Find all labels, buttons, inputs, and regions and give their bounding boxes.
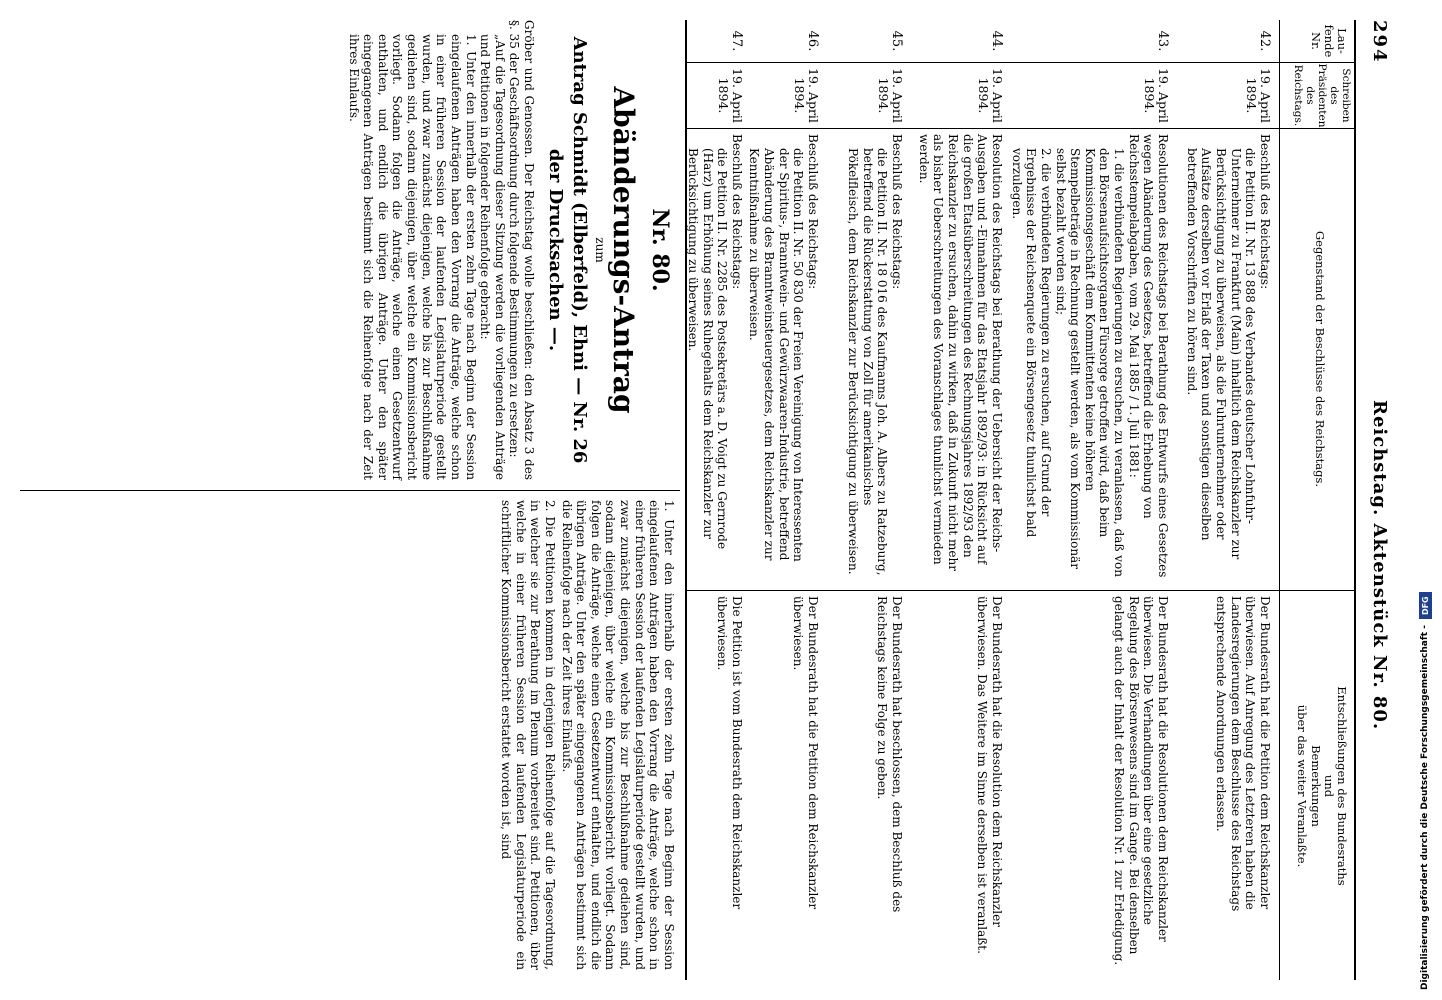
page-header [1362,20,1392,980]
row-44-date: 19. April 1894. [975,68,1005,123]
row-47-subject [686,134,745,584]
motion-right-column [499,500,677,970]
col-divider-3 [686,590,1356,591]
credit-text: Digitalisierung gefördert durch die Deutsche Forschungsgemeinschaft - [1420,625,1430,990]
row-46-number: 46. [805,30,820,52]
row-43-decision: Der Bundesrath hat die Resolutionen dem Reichskanzler überwiesen. Die Verhandlungen über eine gesetzliche Regelung des Börsenwesens sind im Gange. Bei denselben gelangt auch der Inhalt der Resolution Nr. 1 zur Erledigung. [1112,596,1170,966]
row-42-date: 19. April 1894. [1243,68,1273,123]
row-47-decision: Die Petition ist vom Bundesrath dem Reichskanzler überwiesen. [715,596,744,910]
row-43-subject [1009,134,1170,584]
col-head-number: Lau- fende Nr. [1308,24,1349,58]
row-47-date: 19. April 1894. [715,68,745,123]
col-head-decisions: Entschließungen des Bundesraths und Bemerkungen über das weiter Veranlaßte. [1295,686,1349,886]
row-42-subject-body: die Petition II. Nr. 13 888 des Verbandes deutscher Lohnfuhr-Unternehmer zu Frankfurt (Main) inhaltlich dem Reichskanzler zur Berücksichtigung zu überweisen, als die Fuhrunternehmer oder Aufsätze derselben vor Erlaß der Taxen und sonstigen dieselben betreffenden Vorschriften zu hören sind. [1184,148,1258,560]
motion-zum: zum [593,237,608,263]
col-head-subject: Gegenstand der Beschlüsse des Reichstags. [1313,230,1327,488]
table-top-rule [1354,20,1356,980]
row-43-date: 19. April 1894. [1141,68,1171,123]
motion-point-1: 1. Unter den innerhalb der ersten zehn Tage nach Beginn der Session eingelaufenen Anträgen haben den Vorrang die Anträge, welche schon in einer früheren Session der laufenden Legislaturperiode gestellt wurden, und zwar zunächst diejenigen, welche bis zur Beschlußnahme gediehen sind, sodann diejenigen, über welche ein Kommissionsbericht vorliegt. Sodann folgen die Anträge, welche einen Gesetzentwurf enthalten, und endlich die übrigen Anträge. Unter den später eingegangenen Anträgen bestimmt sich die Reihenfolge nach der Zeit ihres Einlaufs. [559,500,676,970]
motion-number: Nr. 80. [647,208,673,292]
row-43-subject-lead: Resolutionen des Reichstags bei Berathung des Entwurfs eines Gesetzes wegen Abänderung des Gesetzes, betreffend die Erhebung von Reichsstempelabgaben, vom 29. Mai 1885 / 1. Juli 1881: [1126,134,1170,578]
row-47-number: 47. [729,30,744,52]
row-42-subject [1184,134,1272,584]
row-46-subject-lead: Beschluß des Reichstags: [806,134,820,290]
row-42-subject-lead: Beschluß des Reichstags: [1258,134,1272,290]
row-46-subject [747,134,820,584]
row-47-subject-body: die Petition II. Nr. 2285 des Postsekretärs a. D. Voigt zu Gernrode (Harz) um Erhöhung seines Ruhegehalts dem Reichskanzler zur Berücksichtigung zu überweisen. [686,148,730,550]
header-rule [1279,20,1280,980]
row-45-number: 45. [889,30,904,52]
row-44-decision: Der Bundesrath hat die Resolution dem Reichskanzler überwiesen. Das Weitere im Sinne derselben ist veranlaßt. [975,596,1004,954]
row-45-subject [846,134,905,584]
row-45-subject-body: die Petition II. Nr. 18 016 des Kaufmanns Joh. A. Albers zu Ratzeburg, betreffend die Rückerstattung von Zoll für amerikanisches Pökelfleisch, dem Reichskanzler zur Berücksichtigung zu überweisen. [846,148,890,576]
row-43-number: 43. [1155,30,1170,52]
motion-intro: Gröber und Genossen. Der Reichstag wolle beschließen: den Absatz 3 des §. 35 der Geschäftsordnung durch folgende Bestimmungen zu ersetzen: [507,20,537,480]
column-divider-bottom [20,490,680,491]
motion-point-1-start: 1. Unter den innerhalb der ersten zehn Tage nach Beginn der Session eingelaufenen Anträgen haben den Vorrang die Anträge, welche schon in einer früheren Session der laufenden Legislaturperiode gestellt wurden, und zwar zunächst diejenigen, welche bis zur Beschlußnahme gediehen sind, sodann diejenigen, über welche ein Kommissionsbericht vorliegt. Sodann folgen die Anträge, welche einen Gesetzentwurf enthalten, und endlich die übrigen Anträge. Unter den später eingegangenen Anträgen bestimmt sich die Reihenfolge nach der Zeit ihres Einlaufs. [346,34,478,480]
row-44-subject-body: Resolution des Reichstags bei Berathung der Uebersicht der Reichs-Ausgaben und -Einnahmen für das Etatsjahr 1892/93: in Rücksicht auf die großen Etatsüberschreitungen des Rechnungsjahres 1892/93 den Reichskanzler zu ersuchen, dahin zu wirken, daß in Zukunft nicht mehr als bisher Ueberschreitungen des Voranschlages thunlichst vermieden werden. [916,134,1004,571]
col-divider-2 [686,128,1356,129]
dfg-logo: DFG [1419,592,1432,619]
row-47-subject-lead: Beschluß des Reichstags: [730,134,744,290]
row-46-subject-body: die Petition II. Nr. 50 830 der Freien Vereinigung von Interessenten der Spiritus-, Branntwein- und Gewürzwaaren-Industrie, betreffend Abänderung des Branntweinsteuergesetzes, dem Reichskanzler zur Kenntnißnahme zu überweisen. [747,148,806,562]
row-46-decision: Der Bundesrath hat die Petition dem Reichskanzler überwiesen. [791,596,820,910]
motion-quote: „Auf die Tagesordnung dieser Sitzung werden die vorliegenden Anträge und Petitionen in folgender Reihenfolge gebracht: [478,34,507,480]
page-title: Reichstag. Aktenstück Nr. 80. [1369,400,1390,731]
row-45-date: 19. April 1894. [875,68,905,123]
row-42-number: 42. [1257,30,1272,52]
page-number: 294 [1369,20,1390,64]
row-45-subject-lead: Beschluß des Reichstags: [890,134,904,290]
row-46-date: 19. April 1894. [791,68,821,123]
motion-left-column [346,20,676,480]
row-44-number: 44. [989,30,1004,52]
row-45-decision: Der Bundesrath hat beschlossen, dem Beschluß des Reichstags keine Folge zu geben. [875,596,904,913]
motion-heading: Abänderungs-Antrag [607,86,641,414]
digitisation-credit [1398,0,1432,1000]
row-43-subject-point-2: 2. die verbündeten Regierungen zu ersuchen, auf Grund der Ergebnisse der Reichsenquete ein Börsengesetz thunlichst bald vorzulegen. [1009,148,1053,538]
col-head-writing: Schreiben des Präsidenten des Reichstags. [1291,63,1352,128]
row-43-subject-point-1: 1. die verbündeten Regierungen zu ersuchen, zu veranlassen, daß von den Börsenaufsichtsorganen Fürsorge getroffen wird, daß beim Kommissionsgeschäft dem Kommittenten keine höheren Stempelbeträge in Rechnung gestellt werden, als vom Kommissionär selbst bezahlt worden sind; [1053,148,1127,578]
row-44-subject [916,134,1004,584]
motion-point-2: 2. Die Petitionen kommen in derjenigen Reihenfolge auf die Tagesordnung, in welcher sie zur Berathung im Plenum vorbereitet sind. Petitionen, über welche in einer früheren Session der laufenden Legislaturperiode ein schriftlicher Kommissionsbericht erstattet worden ist, sind [499,500,557,970]
motion-subheading: Antrag Schmidt (Elberfeld), Ehni — Nr. 26 der Drucksachen —. [545,36,590,464]
row-42-decision: Der Bundesrath hat die Petition dem Reichskanzler überwiesen. Auf Anregung des Letzteren haben die Landesregierungen dem Beschlusse des Reichstags entsprechende Anordnungen erlassen. [1214,596,1272,912]
rotated-page [2,20,1392,980]
